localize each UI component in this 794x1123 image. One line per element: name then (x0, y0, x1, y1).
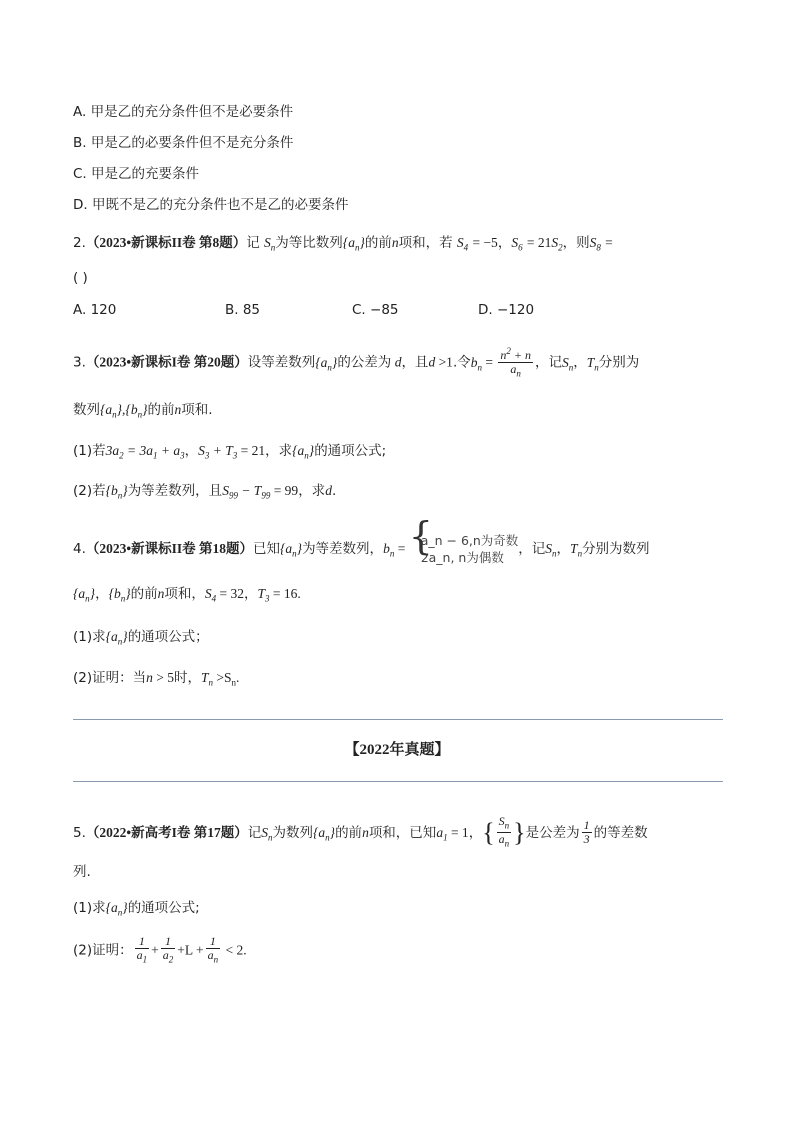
q3-part2: (2)若$\{b_n\}$为等差数列，且$S_{99} - T_{99} = 99$，求d. (73, 483, 337, 501)
q2-option-c: C. −85 (352, 302, 399, 318)
q5-stem: 5.（2022•新高考I卷 第17题）记$S_n$为数列$\{a_n\}$的前n项和，已知$a_1 = 1$，{ $\frac{S_n}{a_n}$ }是公差为 $\frac{1}{3}$ 的等差数 (73, 814, 648, 849)
q4-part2: (2)证明：当n > 5时，$T_n >S_n$. (73, 670, 240, 688)
q2-option-d: D. −120 (478, 302, 535, 318)
q3-stem-line2: 数列$\{a_n\},\{b_n\}$的前n项和. (73, 402, 213, 420)
q5-stem-line2: 列. (73, 864, 91, 880)
q2-option-b: B. 85 (225, 302, 261, 318)
q1-option-d: D. 甲既不是乙的充分条件也不是乙的必要条件 (73, 197, 349, 213)
q5-part2: (2)证明： $\frac{1}{a_1}$ + $\frac{1}{a_2}$ +L + $\frac{1}{a_n}$ < 2. (73, 934, 247, 965)
q4-part1: (1)求$\{a_n\}$的通项公式； (73, 629, 209, 647)
q1-option-b: B. 甲是乙的必要条件但不是充分条件 (73, 135, 294, 151)
q1-option-a: A. 甲是乙的充分条件但不是必要条件 (73, 104, 294, 120)
q1-option-c: C. 甲是乙的充要条件 (73, 166, 200, 182)
q3-stem: 3.（2023•新课标I卷 第20题）设等差数列$\{a_n\}$的公差为 d，且d >1.令$b_n$ = $\frac{n^2 + n}{a_n}$ ，记$S_n$，$T_n$分别为 (73, 346, 640, 379)
q2-stem: 2.（2023•新课标II卷 第8题）记 $S_n$为等比数列$\{a_n\}$的前n项和，若 $S_4 = -5$，$S_6 = 21S_2$，则$S_8$ = (73, 235, 613, 253)
q2-option-a: A. 120 (73, 302, 117, 318)
q4-stem-line2: $\{a_n\}$，$\{b_n\}$的前n项和，$S_4 = 32$，$T_3 = 16$. (73, 586, 301, 604)
q3-part1: (1)若$3a_2 = 3a_1 + a_3$，$S_3 + T_3 = 21$，求$\{a_n\}$的通项公式; (73, 443, 387, 461)
section-heading: 【2022年真题】 (344, 742, 450, 758)
q5-part1: (1)求$\{a_n\}$的通项公式; (73, 900, 200, 918)
divider-bottom (73, 781, 723, 782)
divider-top (73, 719, 723, 720)
q2-paren: ( ) (73, 270, 88, 286)
q4-stem: 4.（2023•新课标II卷 第18题）已知$\{a_n\}$为等差数列，$b_n$ = { a_n − 6,n为奇数 2a_n, n为偶数 ，记$S_n$，$T_n$分别为数列 (73, 514, 650, 565)
